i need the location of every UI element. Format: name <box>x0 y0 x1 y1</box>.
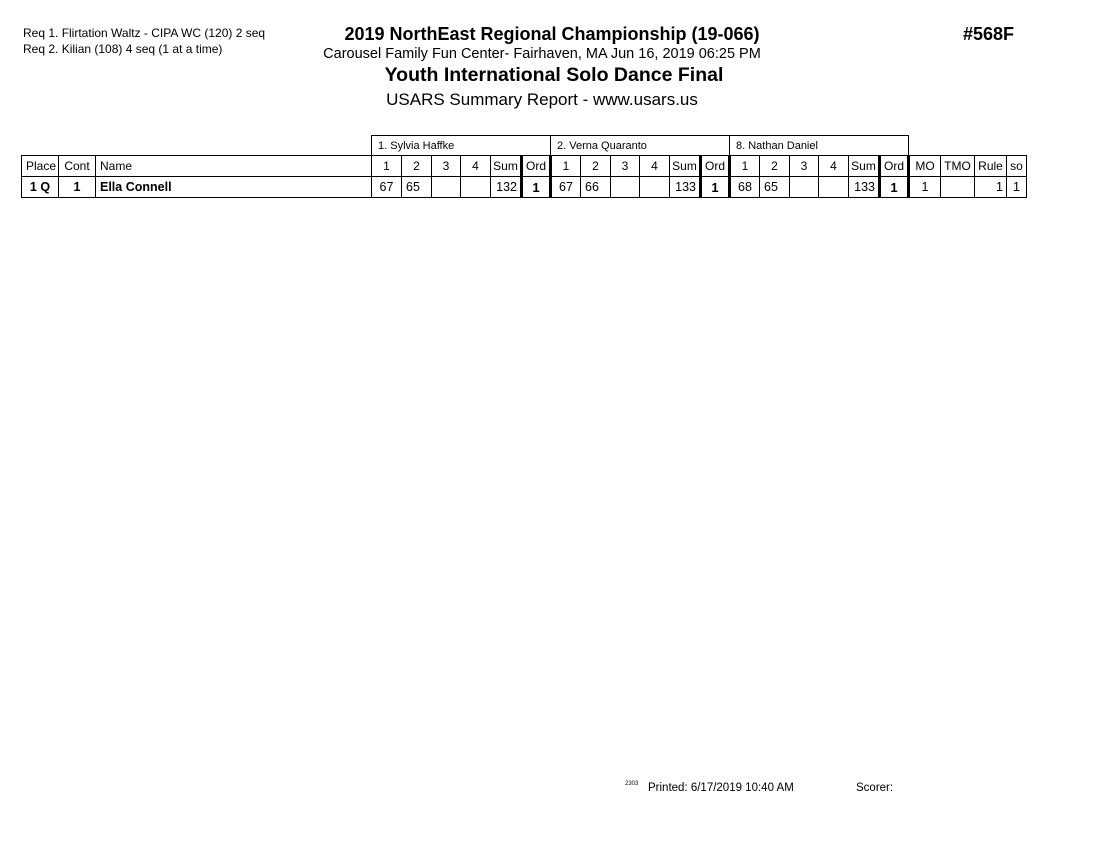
judge-2: 2. Verna Quaranto <box>551 136 730 156</box>
col-j2-s3: 3 <box>611 156 640 177</box>
j2-score-2: 66 <box>581 177 611 198</box>
j1-ord: 1 <box>522 177 551 198</box>
col-j3-s3: 3 <box>790 156 819 177</box>
col-j1-s4: 4 <box>461 156 491 177</box>
col-mo: MO <box>909 156 941 177</box>
j2-score-3 <box>611 177 640 198</box>
col-j1-sum: Sum <box>491 156 522 177</box>
col-j3-s2: 2 <box>760 156 790 177</box>
col-j2-ord: Ord <box>701 156 730 177</box>
place-cell: 1 Q <box>22 177 59 198</box>
j2-sum: 133 <box>670 177 701 198</box>
col-j1-s3: 3 <box>432 156 461 177</box>
col-j1-s1: 1 <box>372 156 402 177</box>
rule-cell: 1 <box>975 177 1007 198</box>
scorer-label: Scorer: <box>856 782 894 794</box>
judge-3: 8. Nathan Daniel <box>730 136 909 156</box>
results-table <box>21 135 1027 198</box>
col-so: so <box>1007 156 1027 177</box>
judge-1: 1. Sylvia Haffke <box>372 136 551 156</box>
requirement-1: Req 1. Flirtation Waltz - CIPA WC (120) 2 seq <box>23 26 266 40</box>
tmo-cell <box>941 177 975 198</box>
j1-score-3 <box>432 177 461 198</box>
col-tmo: TMO <box>941 156 975 177</box>
j3-score-2: 65 <box>760 177 790 198</box>
j2-ord: 1 <box>701 177 730 198</box>
j1-score-1: 67 <box>372 177 402 198</box>
event-name: Youth International Solo Dance Final <box>384 64 724 86</box>
printed-timestamp: Printed: 6/17/2019 10:40 AM <box>648 782 794 794</box>
col-place: Place <box>22 156 59 177</box>
col-j3-sum: Sum <box>849 156 880 177</box>
col-cont: Cont <box>59 156 96 177</box>
col-j3-s4: 4 <box>819 156 849 177</box>
event-number: #568F <box>963 24 1015 44</box>
requirement-2: Req 2. Kilian (108) 4 seq (1 at a time) <box>23 42 223 56</box>
j3-score-4 <box>819 177 849 198</box>
j3-score-1: 68 <box>730 177 760 198</box>
table-row <box>22 177 1027 198</box>
col-name: Name <box>96 156 372 177</box>
col-j2-s2: 2 <box>581 156 611 177</box>
col-j3-ord: Ord <box>880 156 909 177</box>
mo-cell: 1 <box>909 177 941 198</box>
competition-title: 2019 NorthEast Regional Championship (19-066) <box>344 24 760 44</box>
col-rule: Rule <box>975 156 1007 177</box>
skater-name: Ella Connell <box>96 177 372 198</box>
j2-score-4 <box>640 177 670 198</box>
venue-date: Carousel Family Fun Center- Fairhaven, MA Jun 16, 2019 06:25 PM <box>323 46 761 62</box>
j3-ord: 1 <box>880 177 909 198</box>
footer-code: 2303 <box>625 781 639 787</box>
j3-score-3 <box>790 177 819 198</box>
col-j2-sum: Sum <box>670 156 701 177</box>
j1-score-2: 65 <box>402 177 432 198</box>
col-j1-ord: Ord <box>522 156 551 177</box>
col-j2-s4: 4 <box>640 156 670 177</box>
col-j3-s1: 1 <box>730 156 760 177</box>
cont-cell: 1 <box>59 177 96 198</box>
col-j1-s2: 2 <box>402 156 432 177</box>
j1-sum: 132 <box>491 177 522 198</box>
col-j2-s1: 1 <box>551 156 581 177</box>
judges-row <box>22 136 1027 156</box>
j3-sum: 133 <box>849 177 880 198</box>
report-name: USARS Summary Report - www.usars.us <box>386 90 698 109</box>
j2-score-1: 67 <box>551 177 581 198</box>
column-header-row <box>22 156 1027 177</box>
so-cell: 1 <box>1007 177 1027 198</box>
j1-score-4 <box>461 177 491 198</box>
